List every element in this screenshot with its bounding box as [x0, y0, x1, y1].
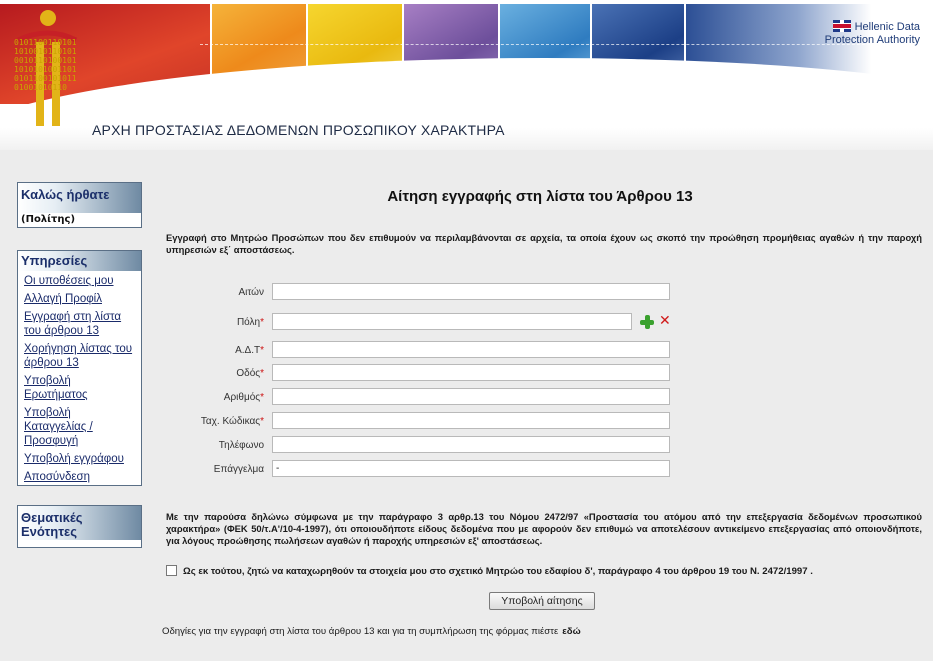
- field-row-id: [160, 341, 680, 359]
- phone-label: Τηλέφωνο: [218, 440, 264, 451]
- english-link-line2[interactable]: Protection Authority: [824, 34, 920, 46]
- welcome-title: Καλώς ήρθατε: [18, 183, 141, 213]
- welcome-box: [17, 182, 142, 228]
- help-text-row: [162, 626, 581, 637]
- intro-text: Εγγραφή στο Μητρώο Προσώπων που δεν επιθυμούν να περιλαμβάνονται σε αρχεία, τα οποία έχουν ως σκοπό την προώθηση προμήθειας αγαθών ή την παροχή υπηρεσιών εξ΄ αποστάσεως.: [166, 232, 922, 255]
- field-row-postal-code: [160, 412, 680, 430]
- city-label: Πόλη*: [236, 317, 264, 328]
- site-header: [0, 0, 933, 150]
- id-input[interactable]: [272, 341, 670, 358]
- thematic-title[interactable]: Θεματικές Ενότητες: [18, 506, 141, 540]
- services-title: Υπηρεσίες: [18, 251, 141, 271]
- user-role: (Πολίτης): [21, 214, 76, 225]
- field-row-number: [160, 388, 680, 406]
- id-label: Α.Δ.Τ*: [235, 345, 264, 356]
- submit-application-button[interactable]: Υποβολή αίτησης: [489, 592, 595, 610]
- field-row-street: [160, 364, 680, 382]
- street-input[interactable]: [272, 364, 670, 381]
- consent-row: [166, 565, 926, 577]
- field-row-phone: [160, 436, 680, 454]
- field-row-applicant: [160, 283, 680, 301]
- sidebar-item-submit-question[interactable]: Υποβολή Ερωτήματος: [24, 375, 88, 401]
- sidebar-item-submit-document[interactable]: Υποβολή εγγράφου: [24, 453, 124, 465]
- site-title: ΑΡΧΗ ΠΡΟΣΤΑΣΙΑΣ ΔΕΔΟΜΕΝΩΝ ΠΡΟΣΩΠΙΚΟΥ ΧΑΡΑΚΤΗΡΑ: [92, 122, 505, 138]
- profession-label: Επάγγελμα: [213, 464, 264, 475]
- header-dashed-line: [200, 44, 900, 45]
- declaration-text: Με την παρούσα δηλώνω σύμφωνα με την παράγραφο 3 αρθρ.13 του Νόμου 2472/97 «Προστασία του ατόμου από την επεξεργασία δεδομένων προσωπικού χαρακτήρα» (ΦΕΚ 50/τ.Α'/10-4-1997), ότι οποιουδήποτε είδους δεδομένα που με αφορούν δεν επιθυμώ να αποτελέσουν αντικείμενο επεξεργασίας από οποιονδήποτε, για λόγους προώθησης πωλήσεων αγαθών ή παροχής υπηρεσιών εξ' αποστάσεως.: [166, 511, 922, 546]
- consent-text: Ως εκ τούτου, ζητώ να καταχωρηθούν τα στοιχεία μου στο σχετικό Μητρώο του εδαφίου δ', παράγραφο 4 του άρθρου 19 του Ν. 2472/1997 .: [183, 566, 813, 577]
- profession-input[interactable]: [272, 460, 670, 477]
- sidebar-item-logout[interactable]: Αποσύνδεση: [24, 471, 90, 483]
- field-row-profession: [160, 460, 680, 478]
- uk-flag-icon: [833, 20, 851, 32]
- sidebar-item-submit-complaint[interactable]: Υποβολή Καταγγελίας / Προσφυγή: [24, 407, 93, 447]
- english-site-link[interactable]: [820, 20, 920, 47]
- number-label: Αριθμός*: [223, 392, 264, 403]
- page-title: Αίτηση εγγραφής στη λίστα του Άρθρου 13: [387, 188, 693, 205]
- authority-logo[interactable]: [14, 8, 80, 130]
- sidebar-item-article13-registration[interactable]: Εγγραφή στη λίστα του άρθρου 13: [24, 311, 122, 337]
- help-text: Οδηγίες για την εγγραφή στη λίστα του άρθρου 13 και για τη συμπλήρωση της φόρμας πιέστε: [162, 626, 559, 637]
- postal-code-input[interactable]: [272, 412, 670, 429]
- sidebar-item-change-profile[interactable]: Αλλαγή Προφίλ: [24, 293, 102, 305]
- city-input[interactable]: [272, 313, 632, 330]
- applicant-input[interactable]: [272, 283, 670, 300]
- field-row-city: [160, 313, 680, 331]
- postal-code-label: Ταχ. Κώδικας*: [200, 416, 264, 427]
- sidebar-item-article13-list-grant[interactable]: Χορήγηση λίστας του άρθρου 13: [24, 343, 133, 369]
- sidebar-item-my-cases[interactable]: Οι υποθέσεις μου: [24, 275, 114, 287]
- add-city-icon[interactable]: [640, 315, 654, 329]
- remove-city-icon[interactable]: ✕: [659, 313, 671, 329]
- consent-checkbox[interactable]: [166, 565, 177, 576]
- number-input[interactable]: [272, 388, 670, 405]
- street-label: Οδός*: [236, 368, 264, 379]
- logo-binary-pattern: 0101100110101101001011010100101101001011010101001101010110010101101001010110: [14, 38, 77, 92]
- services-menu: [17, 250, 142, 486]
- thematic-box[interactable]: [17, 505, 142, 548]
- phone-input[interactable]: [272, 436, 670, 453]
- applicant-label: Αιτών: [238, 287, 264, 298]
- help-link[interactable]: εδώ: [562, 626, 581, 637]
- english-link-line1[interactable]: Hellenic Data: [854, 21, 920, 33]
